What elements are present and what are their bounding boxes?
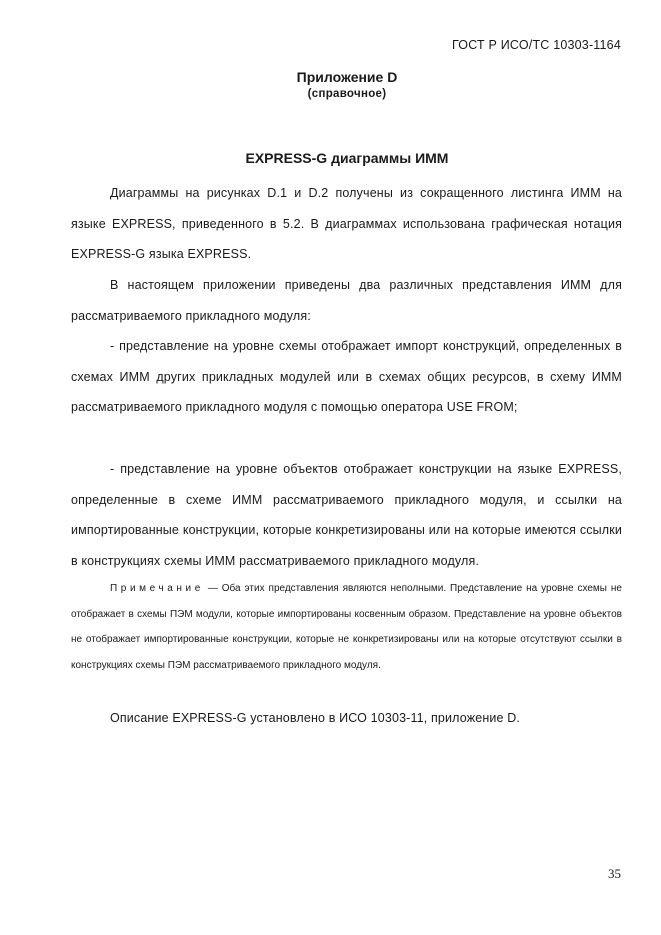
paragraph-diagrams-intro bbox=[71, 178, 622, 270]
page-number: 35 bbox=[608, 866, 621, 881]
note-dash: — bbox=[203, 583, 222, 594]
paragraph-text: - представление на уровне объектов отображает конструкции на языке EXPRESS, определенные в схеме ИММ рассматриваемого прикладного модуля, и ссылки на импортированные конструкции, которые конкретизированы или на которые имеются ссылки в конструкциях схемы ИММ рассматриваемого прикладного модуля. bbox=[71, 462, 622, 568]
note-label: Примечание bbox=[110, 583, 204, 594]
paragraph-text: В настоящем приложении приведены два различных представления ИММ для рассматриваемого прикладного модуля: bbox=[71, 278, 622, 323]
document-code-header: ГОСТ Р ИСО/ТС 10303-1164 bbox=[452, 38, 621, 52]
list-item-schema-level bbox=[71, 331, 622, 423]
paragraph-representations bbox=[71, 270, 622, 331]
appendix-title: Приложение D bbox=[296, 69, 398, 85]
paragraph-text: Диаграммы на рисунках D.1 и D.2 получены из сокращенного листинга ИММ на языке EXPRESS, приведенного в 5.2. В диаграммах использована графическая нотация EXPRESS-G языка EXPRESS. bbox=[71, 186, 622, 261]
paragraph-express-g-reference bbox=[71, 703, 622, 734]
note-text: Оба этих представления являются неполными. Представление на уровне схемы не отображает в схемы ПЭМ модули, которые импортированы косвенным образом. Представление на уровне объектов не отображает импортированные конструкции, которые не конкретизированы или на которые отсутствуют ссылки в конструкциях схемы ПЭМ рассматриваемого прикладного модуля. bbox=[71, 583, 622, 672]
paragraph-text: Описание EXPRESS-G установлено в ИСО 10303-11, приложение D. bbox=[110, 711, 521, 725]
note-block bbox=[71, 576, 622, 679]
section-title: EXPRESS-G диаграммы ИММ bbox=[245, 150, 449, 166]
list-item-object-level bbox=[71, 454, 622, 576]
appendix-subtitle: (справочное) bbox=[307, 88, 387, 100]
paragraph-text: - представление на уровне схемы отображает импорт конструкций, определенных в схемах ИММ других прикладных модулей или в схемах общих ресурсов, в схему ИММ рассматриваемого прикладного модуля с помощью оператора USE FROM; bbox=[71, 339, 622, 414]
